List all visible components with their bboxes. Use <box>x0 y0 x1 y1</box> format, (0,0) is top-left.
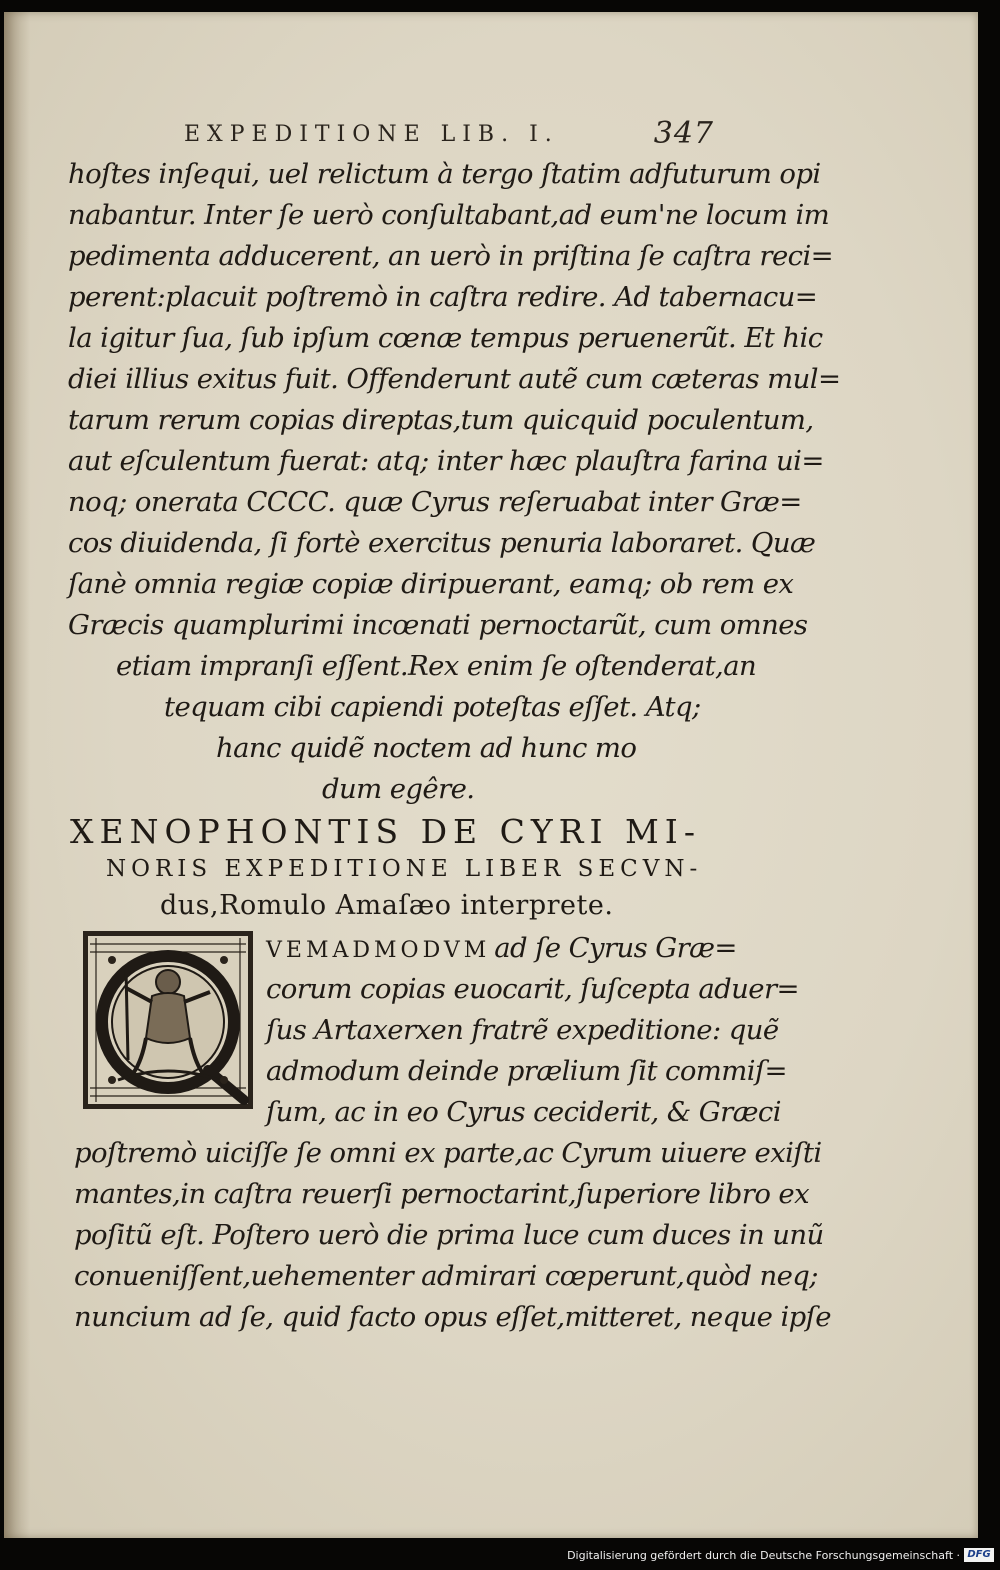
opening-small-caps: VEMADMODVM <box>266 938 491 963</box>
opening-text: ad ſe Cyrus Græ= <box>494 932 737 964</box>
text-line: aut eſculentum fuerat: atq; inter hæc plauſtra farina ui= <box>68 445 824 477</box>
text-line: admodum deinde prælium ſit commiſ= <box>266 1055 787 1087</box>
text-line: ſanè omnia regiæ copiæ diripuerant, eamq; ob rem ex <box>68 568 794 600</box>
running-head <box>184 116 714 152</box>
digitization-credit: Digitalisierung gefördert durch die Deutsche Forschungsgemeinschaft · <box>567 1549 960 1562</box>
running-title: EXPEDITIONE LIB. I. <box>184 122 559 147</box>
book-page <box>4 12 978 1538</box>
gutter-shadow <box>4 12 30 1538</box>
text-line: hanc quidẽ noctem ad hunc mo <box>216 732 637 764</box>
text-line: etiam impranſi eſſent.Rex enim ſe oſtenderat,an <box>116 650 757 682</box>
text-line: ſus Artaxerxen fratrẽ expeditione: quẽ <box>266 1014 779 1046</box>
text-line: nabantur. Inter ſe uerò conſultabant,ad eum'ne locum im <box>68 199 830 231</box>
text-line: pedimenta adducerent, an uerò in priſtina ſe caſtra reci= <box>68 240 834 272</box>
text-line: corum copias euocarit, ſuſcepta aduer= <box>266 973 799 1005</box>
text-line: nuncium ad ſe, quid facto opus eſſet,mitteret, neque ipſe <box>74 1301 831 1333</box>
text-line: diei illius exitus fuit. Offenderunt autẽ cum cæteras mul= <box>68 363 841 395</box>
dfg-logo: DFG <box>964 1548 994 1562</box>
chapter-heading-line-3: dus,Romulo Amaſæo interprete. <box>160 890 614 921</box>
text-line: hoſtes inſequi, uel relictum à tergo ſtatim adfuturum opi <box>68 158 821 190</box>
text-line: mantes,in caſtra reuerſi pernoctarint,ſuperiore libro ex <box>74 1178 810 1210</box>
text-line: ſum, ac in eo Cyrus ceciderit, & Græci <box>266 1096 781 1128</box>
chapter-heading-line-1: XENOPHONTIS DE CYRI MI- <box>70 812 701 851</box>
chapter-heading-line-2: NORIS EXPEDITIONE LIBER SECVN- <box>106 856 703 882</box>
text-line: perent:placuit poſtremò in caſtra redire. Ad tabernacu= <box>68 281 818 313</box>
text-line: tarum rerum copias direptas,tum quicquid poculentum, <box>68 404 814 436</box>
text-line: noq; onerata CCCC. quæ Cyrus reſeruabat inter Græ= <box>68 486 802 518</box>
text-line: poſtremò uiciſſe ſe omni ex parte,ac Cyrum uiuere exiſti <box>74 1137 822 1169</box>
text-line: poſitũ eſt. Poſtero uerò die prima luce cum duces in unũ <box>74 1219 824 1251</box>
text-line: la igitur ſua, ſub ipſum cœnæ tempus peruenerũt. Et hic <box>68 322 823 354</box>
text-line: dum egêre. <box>322 773 475 805</box>
page-number: 347 <box>653 116 714 151</box>
text-line: cos diuidenda, ſi fortè exercitus penuria laboraret. Quæ <box>68 527 816 559</box>
woodcut-initial-q-icon <box>82 930 254 1110</box>
chapter-opening-line <box>266 928 737 968</box>
text-line: conueniſſent,uehementer admirari cœperunt,quòd neq; <box>74 1260 818 1292</box>
text-line: Græcis quamplurimi incœnati pernoctarũt, cum omnes <box>68 609 808 641</box>
text-line: tequam cibi capiendi poteſtas eſſet. Atq; <box>164 691 701 723</box>
